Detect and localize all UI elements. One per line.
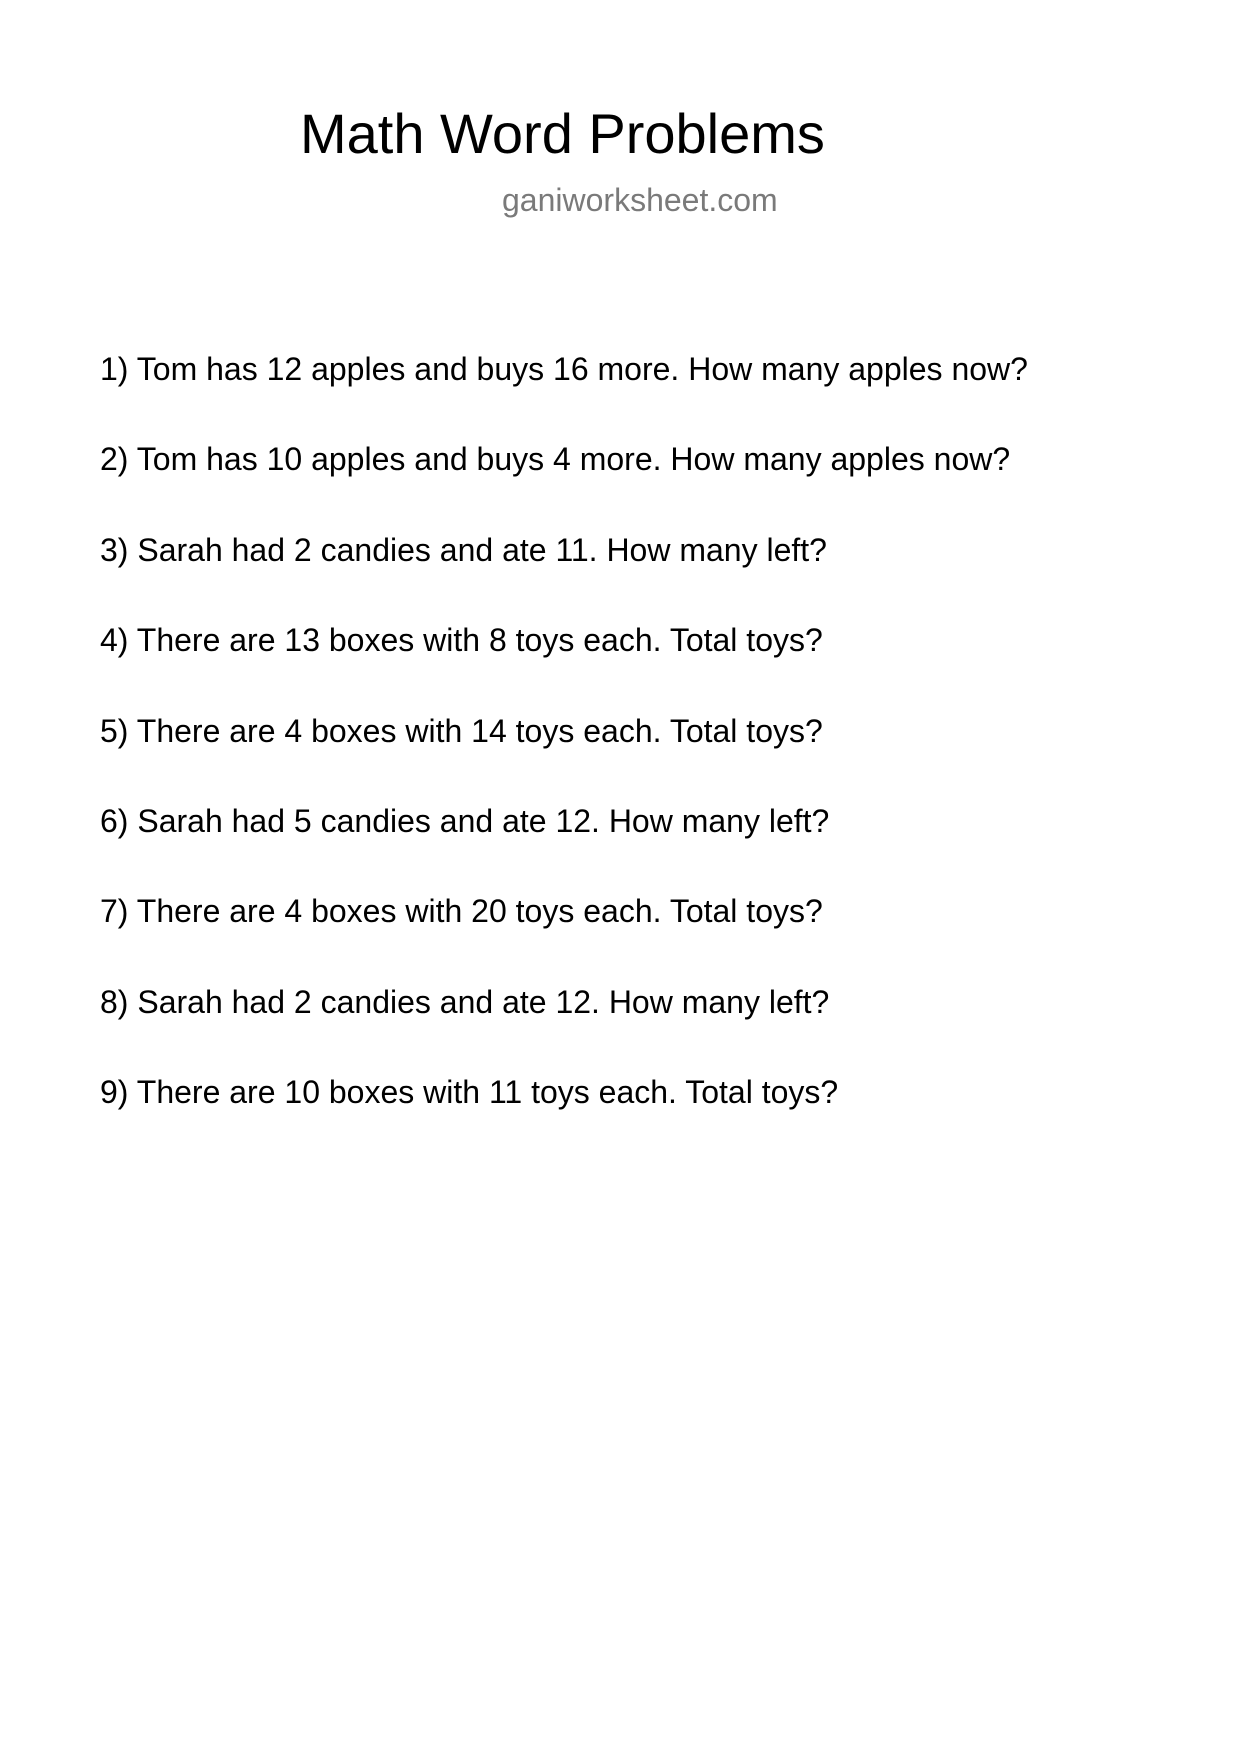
problem-item: 8) Sarah had 2 candies and ate 12. How many left? — [100, 983, 830, 1020]
problem-list — [100, 349, 1028, 1163]
problem-item: 5) There are 4 boxes with 14 toys each. Total toys? — [100, 712, 823, 749]
problem-item: 3) Sarah had 2 candies and ate 11. How many left? — [100, 531, 827, 568]
page-title: Math Word Problems — [300, 102, 825, 165]
problem-item: 9) There are 10 boxes with 11 toys each. Total toys? — [100, 1074, 839, 1111]
problem-item: 6) Sarah had 5 candies and ate 12. How many left? — [100, 802, 830, 839]
problem-item: 7) There are 4 boxes with 20 toys each. Total toys? — [100, 893, 823, 930]
problem-item: 1) Tom has 12 apples and buys 16 more. How many apples now? — [100, 351, 1028, 387]
problem-item: 2) Tom has 10 apples and buys 4 more. How many apples now? — [100, 441, 1011, 478]
problem-item: 4) There are 13 boxes with 8 toys each. Total toys? — [100, 622, 823, 659]
source-website: ganiworksheet.com — [502, 182, 778, 218]
